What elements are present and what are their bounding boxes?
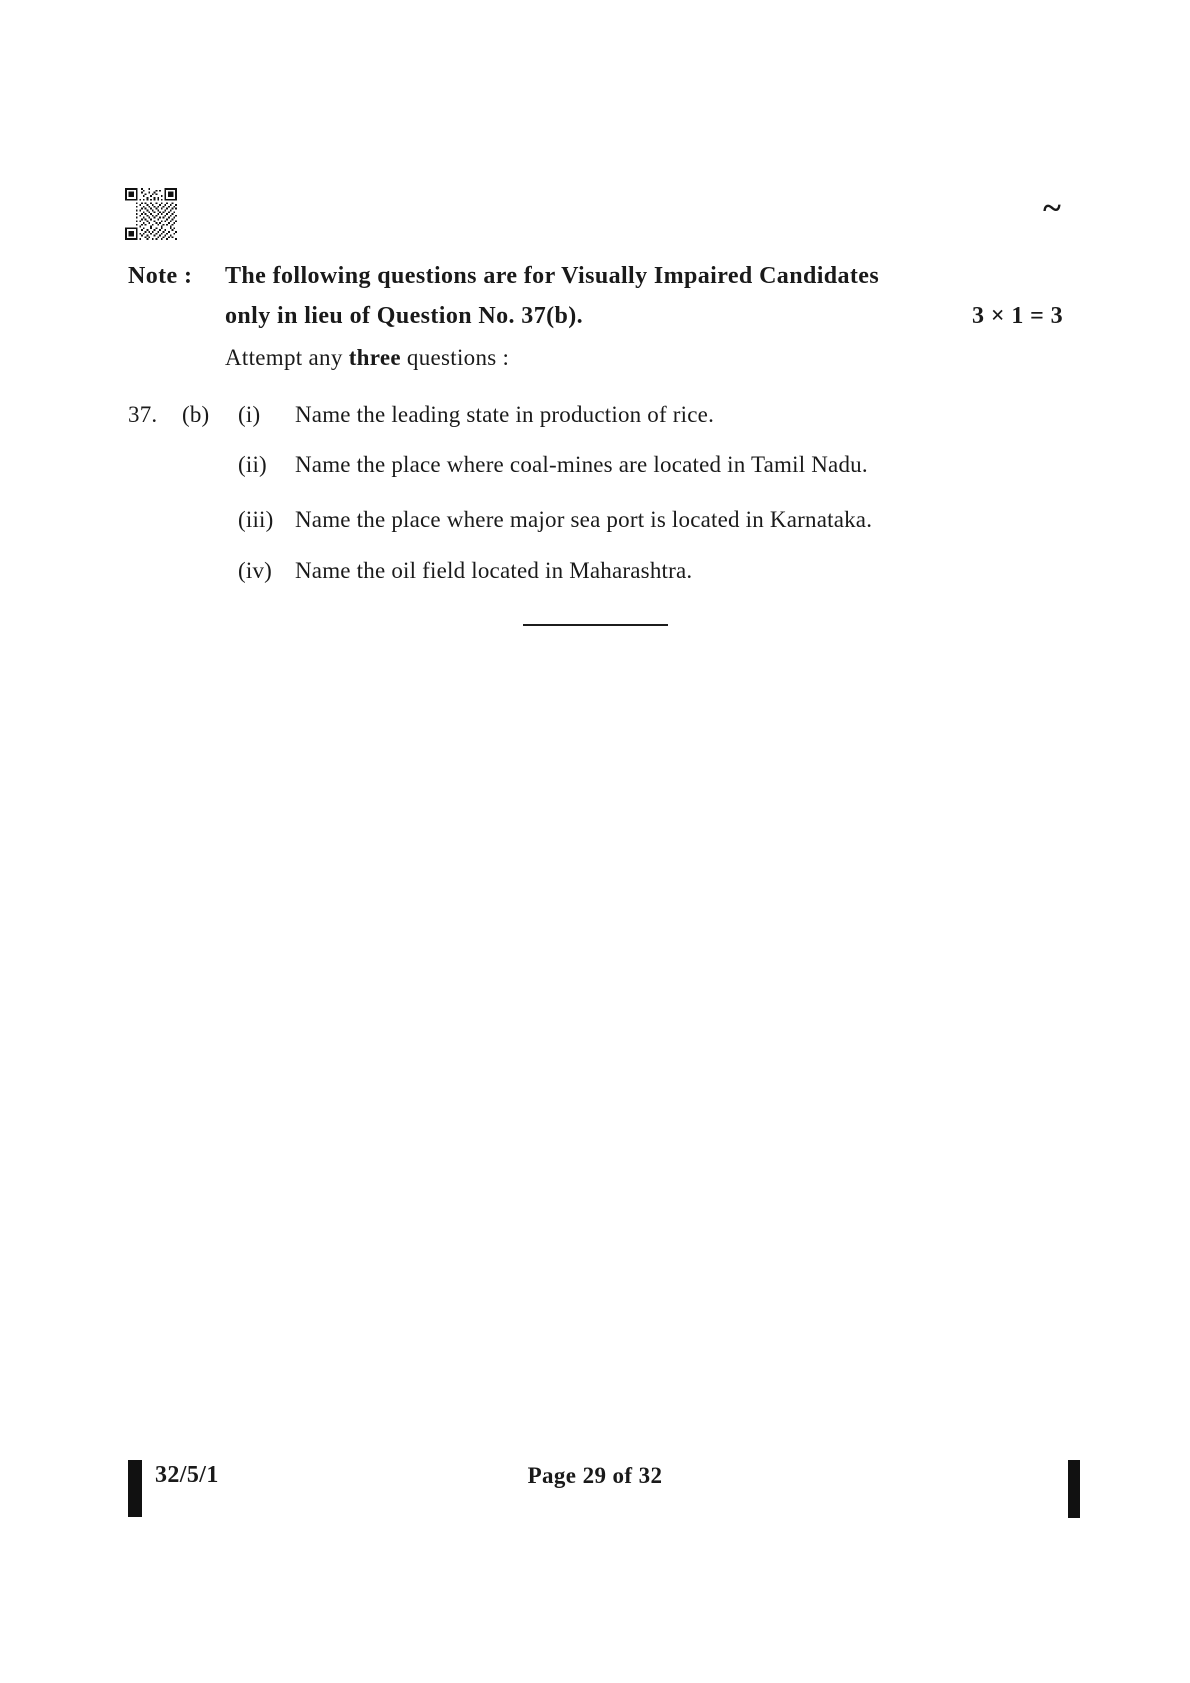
question-number: 37. [128,402,158,427]
qr-finder-top-left [125,188,138,201]
note-label: Note : [128,263,193,289]
subquestion-text: Name the oil field located in Maharashtra. [295,558,693,583]
subquestion-numeral: (iv) [238,558,273,583]
qr-finder-top-right [164,188,177,201]
marks-scheme: 3 × 1 = 3 [972,303,1063,329]
page-number: Page 29 of 32 [527,1463,663,1488]
subquestion-numeral: (i) [238,402,261,427]
attempt-prefix: Attempt any [225,345,349,370]
paper-code: 32/5/1 [155,1462,219,1488]
subquestion-numeral: (iii) [238,507,274,532]
note-text-line1: The following questions are for Visually Impaired Candidates [225,263,880,289]
note-text-line2: only in lieu of Question No. 37(b). [225,303,584,329]
attempt-instruction [225,345,509,371]
subquestion-text: Name the leading state in production of rice. [295,402,715,427]
footer-crop-mark-right [1068,1460,1080,1518]
tilde-mark: ~ [1043,190,1061,227]
attempt-count: three [348,345,401,370]
qr-code-icon [125,188,177,240]
subquestion-numeral: (ii) [238,452,267,477]
attempt-suffix: questions : [400,345,510,370]
section-end-rule [523,624,668,626]
qr-finder-bottom-left [125,227,138,240]
subquestion-text: Name the place where coal-mines are located in Tamil Nadu. [295,452,868,477]
subquestion-text: Name the place where major sea port is located in Karnataka. [295,507,873,532]
question-part: (b) [182,402,210,427]
